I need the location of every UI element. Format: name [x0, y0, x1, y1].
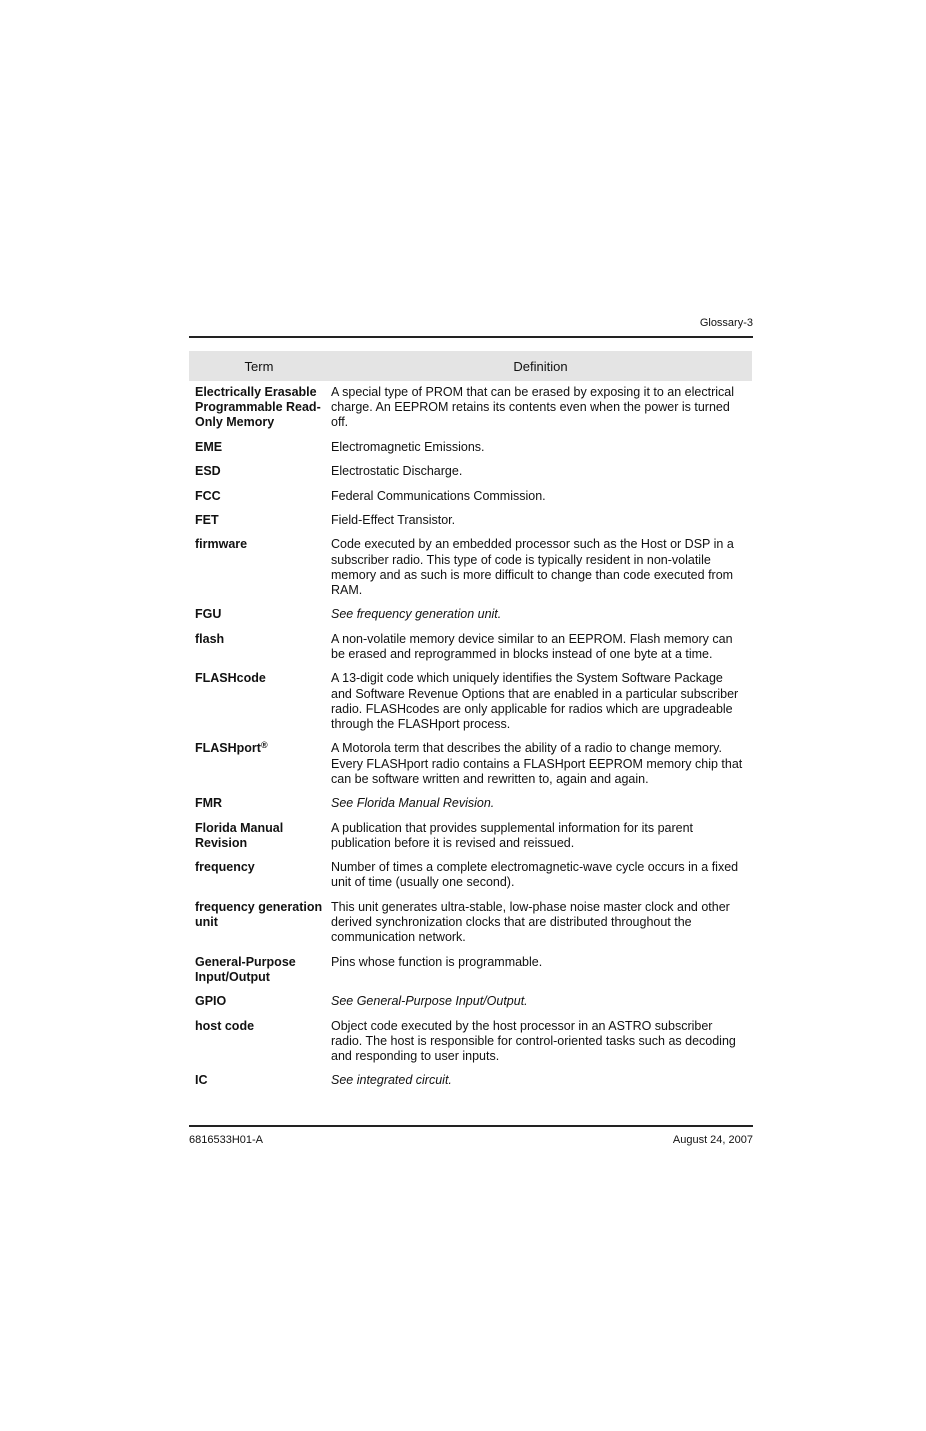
definition-cell: Electromagnetic Emissions. — [331, 439, 485, 454]
table-row — [189, 900, 752, 951]
table-row — [189, 464, 752, 484]
table-row — [189, 821, 752, 857]
definition-cell: Number of times a complete electromagnetic-wave cycle occurs in a fixed unit of time (usually one second). — [331, 860, 739, 890]
table-row — [189, 537, 752, 603]
document-id: 6816533H01-A — [189, 1134, 264, 1146]
definition-cell: Object code executed by the host processor in an ASTRO subscriber radio. The host is responsible for control-oriented tasks such as decoding and responding to user inputs. — [331, 1018, 736, 1063]
table-row — [189, 796, 752, 816]
glossary-table — [189, 351, 752, 1094]
table-row — [189, 489, 752, 509]
term-cell: General-Purpose Input/Output — [195, 954, 296, 984]
table-row — [189, 440, 752, 460]
table-row — [189, 955, 752, 991]
table-row — [189, 994, 752, 1014]
page-number: Glossary-3 — [699, 317, 753, 329]
term-cell: GPIO — [195, 994, 227, 1009]
table-header — [189, 351, 752, 381]
term-cell — [189, 741, 331, 787]
table-row — [189, 607, 752, 627]
definition-cell: See integrated circuit. — [331, 1073, 452, 1088]
page-footer — [189, 1125, 753, 1146]
term-cell: FLASHcode — [195, 671, 266, 686]
table-row — [189, 513, 752, 533]
definition-cell: Federal Communications Commission. — [331, 488, 546, 503]
term-cell: flash — [195, 631, 225, 646]
table-body — [189, 381, 752, 1094]
term-cell: host code — [195, 1018, 255, 1033]
page-header — [189, 316, 753, 338]
term-cell: FET — [195, 512, 219, 527]
column-header-term: Term — [244, 358, 274, 374]
term-cell: frequency generation unit — [195, 899, 323, 929]
definition-cell: A non-volatile memory device similar to an EEPROM. Flash memory can be erased and reprogrammed in blocks instead of one byte at a time. — [331, 631, 733, 661]
term-cell: FGU — [195, 607, 222, 622]
definition-cell: See Florida Manual Revision. — [331, 796, 495, 811]
term-cell: IC — [195, 1073, 208, 1088]
term-cell: frequency — [195, 860, 255, 875]
term-cell: Florida Manual Revision — [195, 820, 284, 850]
definition-cell: Field-Effect Transistor. — [331, 512, 456, 527]
table-row — [189, 1019, 752, 1070]
term-cell: FCC — [195, 488, 221, 503]
definition-cell: Electrostatic Discharge. — [331, 464, 463, 479]
document-date: August 24, 2007 — [672, 1134, 753, 1146]
table-row — [189, 385, 752, 436]
definition-cell: This unit generates ultra-stable, low-phase noise master clock and other derived synchronization clocks that are distributed throughout the communication network. — [331, 899, 730, 945]
term-text: FLASHport — [195, 741, 261, 756]
term-cell: Electrically Erasable Programmable Read-Only Memory — [195, 385, 321, 430]
table-row — [189, 741, 752, 792]
definition-cell: A special type of PROM that can be erased by exposing it to an electrical charge. An EEPROM retains its contents even when the power is turned off. — [331, 385, 734, 430]
definition-cell: See frequency generation unit. — [331, 607, 502, 622]
table-row — [189, 1073, 752, 1093]
term-cell: EME — [195, 439, 223, 454]
term-cell: FMR — [195, 796, 223, 811]
definition-cell: A 13-digit code which uniquely identifies the System Software Package and Software Revenue Options that are enabled in a particular subscriber radio. FLASHcodes are only applicable for radios which are upgradeable through the FLASHport process. — [331, 671, 739, 731]
definition-cell: A publication that provides supplemental information for its parent publication before it is revised and reissued. — [331, 820, 694, 850]
table-row — [189, 860, 752, 896]
table-row — [189, 671, 752, 737]
term-cell: firmware — [195, 537, 248, 552]
table-row — [189, 632, 752, 668]
registered-mark: ® — [260, 740, 268, 751]
term-cell: ESD — [195, 464, 221, 479]
definition-cell: Code executed by an embedded processor such as the Host or DSP in a subscriber radio. This type of code is typically resident in non-volatile memory and as such is more difficult to change than code executed from RAM. — [331, 537, 734, 597]
definition-cell: Pins whose function is programmable. — [331, 954, 543, 969]
definition-cell: See General-Purpose Input/Output. — [331, 994, 528, 1009]
definition-cell: A Motorola term that describes the ability of a radio to change memory. Every FLASHport radio contains a FLASHport EEPROM memory chip that can be software written and rewritten to, again and again. — [331, 741, 743, 786]
column-header-definition: Definition — [513, 358, 568, 374]
